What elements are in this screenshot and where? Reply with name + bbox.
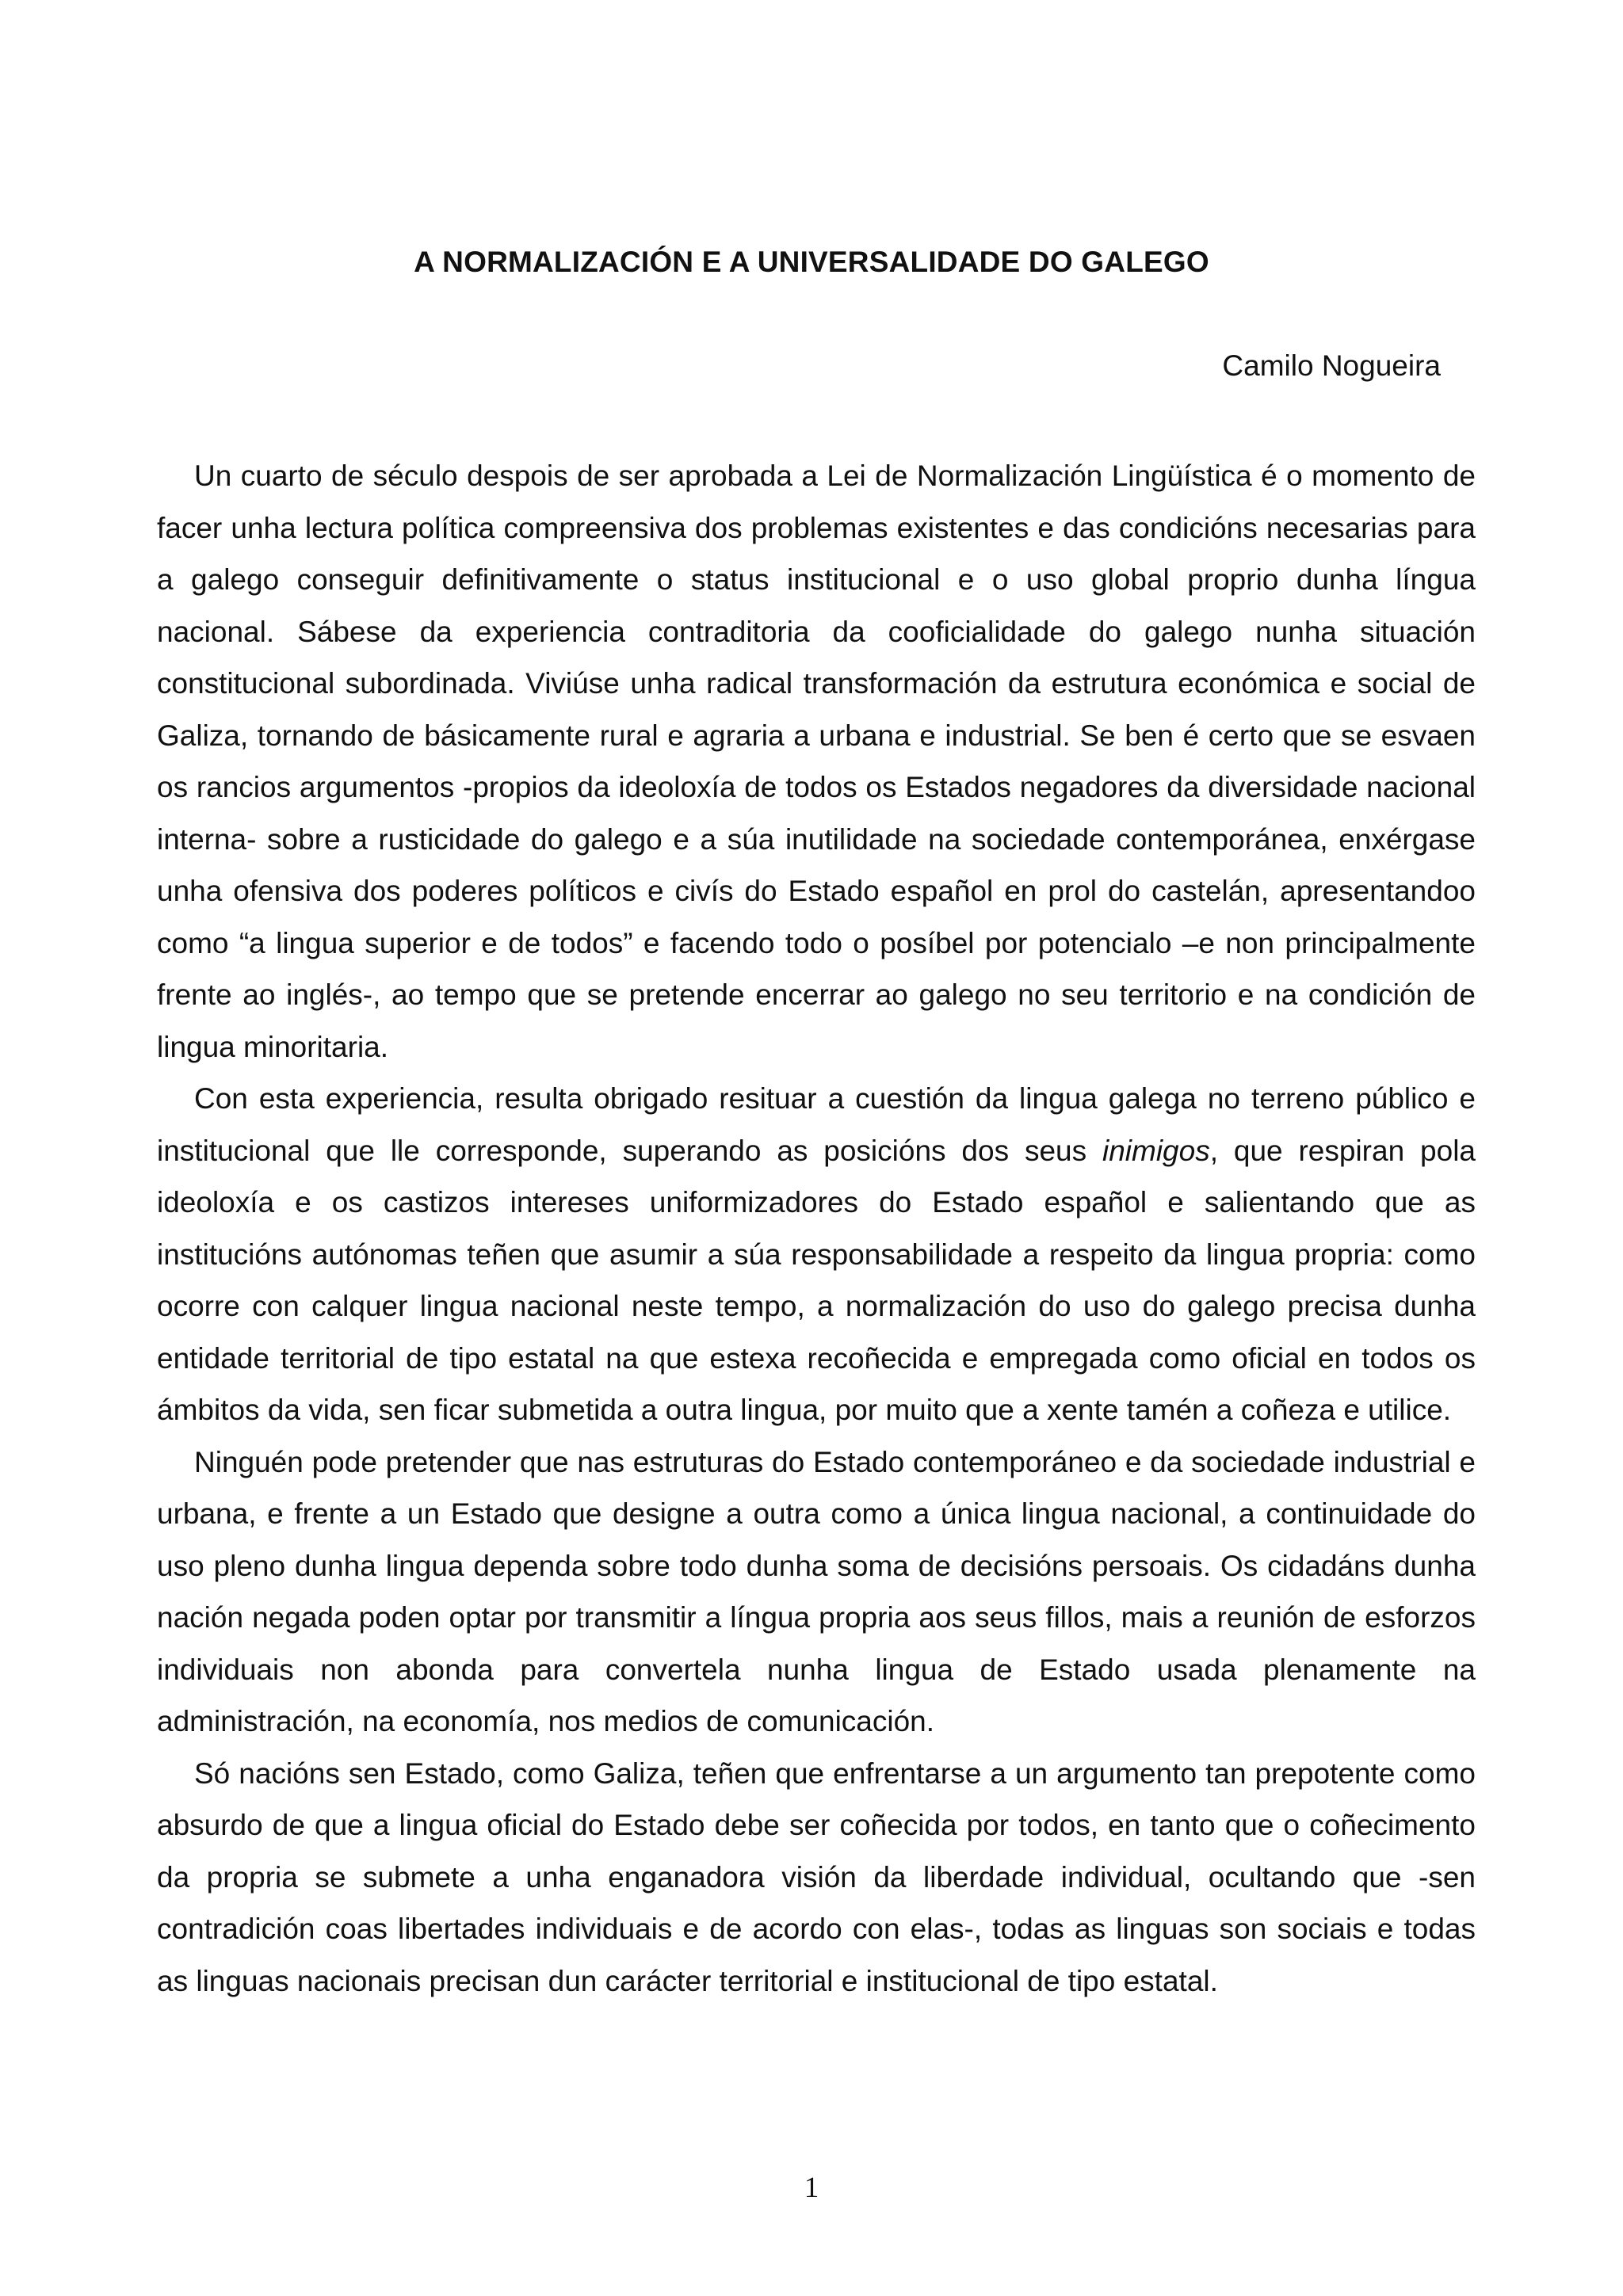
emphasized-word: inimigos (1102, 1134, 1210, 1167)
body-paragraph-3: Ninguén pode pretender que nas estruturas do Estado contemporáneo e da sociedade industrial e urbana, e frente a un Estado que designe a outra como a única lingua nacional, a continuidade do uso pleno dunha lingua dependa sobre todo dunha soma de decisións persoais. Os cidadáns dunha nación negada poden optar por transmitir a língua propria aos seus fillos, mais a reunión de esforzos individuais non abonda para convertela nunha lingua de Estado usada plenamente na administración, na economía, nos medios de comunicación. (157, 1445, 1476, 1737)
body-paragraph-1: Un cuarto de século despois de ser aprobada a Lei de Normalización Lingüística é o momento de facer unha lectura política compreensiva dos problemas existentes e das condicións necesarias para a galego conseguir definitivamente o status institucional e o uso global proprio dunha língua nacional. Sábese da experiencia contraditoria da cooficialidade do galego nunha situación constitucional subordinada. Viviúse unha radical transformación da estrutura económica e social de Galiza, tornando de básicamente rural e agraria a urbana e industrial. Se ben é certo que se esvaen os rancios argumentos -propios da ideoloxía de todos os Estados negadores da diversidade nacional interna- sobre a rusticidade do galego e a súa inutilidade na sociedade contemporánea, enxérgase unha ofensiva dos poderes políticos e civís do Estado español en prol do castelán, apresentandoo como “a lingua superior e de todos” e facendo todo o posíbel por potencialo –e non principalmente frente ao inglés-, ao tempo que se pretende encerrar ao galego no seu territorio e na condición de lingua minoritaria. (157, 460, 1476, 1063)
page-number: 1 (804, 2172, 819, 2204)
body-paragraph-2 (157, 1073, 1476, 1436)
document-title: A NORMALIZACIÓN E A UNIVERSALIDADE DO GALEGO (414, 246, 1209, 278)
paragraph-2-text-start: Con esta experiencia, resulta obrigado resituar a cuestión da lingua galega no terreno público e institucional que lle corresponde, superando as posicións dos seus (157, 1082, 1476, 1167)
body-paragraph-4: Só nacións sen Estado, como Galiza, teñen que enfrentarse a un argumento tan prepotente como absurdo de que a lingua oficial do Estado debe ser coñecida por todos, en tanto que o coñecimento da propria se submete a unha enganadora visión da liberdade individual, ocultando que -sen contradición coas libertades individuais e de acordo con elas-, todas as linguas son sociais e todas as linguas nacionais precisan dun carácter territorial e institucional de tipo estatal. (157, 1756, 1476, 1997)
document-author: Camilo Nogueira (1222, 349, 1441, 382)
paragraph-2-text-end: , que respiran pola ideoloxía e os castizos intereses uniformizadores do Estado español e salientando que as institucións autónomas teñen que asumir a súa responsabilidade a respeito da lingua propria: como ocorre con calquer lingua nacional neste tempo, a normalización do uso do galego precisa dunha entidade territorial de tipo estatal na que estexa recoñecida e empregada como oficial en todos os ámbitos da vida, sen ficar submetida a outra lingua, por muito que a xente tamén a coñeza e utilice. (157, 1134, 1476, 1426)
document-body (157, 450, 1476, 2007)
